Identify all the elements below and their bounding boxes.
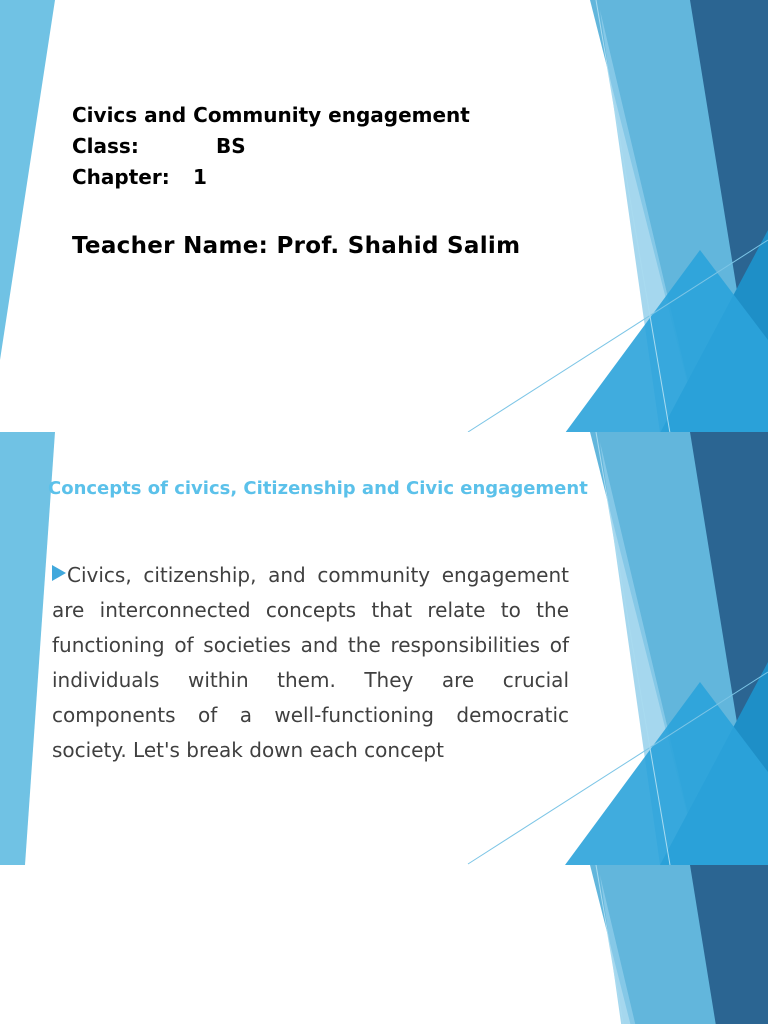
course-title-row [72,100,470,131]
slide-next [0,865,768,1024]
chapter-label: Chapter: [72,165,170,189]
decorative-shapes [0,865,768,1024]
chapter-value: 1 [193,165,207,189]
class-label: Class: [72,134,139,158]
course-info [72,100,470,193]
teacher-name: Teacher Name: Prof. Shahid Salim [72,233,521,259]
chapter-row [72,162,470,193]
body-text: Civics, citizenship, and community engagement are interconnected concepts that relate to the functioning of societies and the responsibilities of individuals within them. They are crucial components of a well-functioning democratic society. Let's break down each concept [52,563,569,762]
course-title: Civics and Community engagement [72,103,470,127]
slide-concepts [0,432,768,865]
triangle-bullet-icon [52,565,66,581]
body-paragraph [52,558,569,768]
slide-title [0,0,768,432]
slide-heading: Concepts of civics, Citizenship and Civic engagement [48,478,588,499]
class-row [72,131,470,162]
decorative-shapes [0,0,768,432]
class-value: BS [216,134,246,158]
